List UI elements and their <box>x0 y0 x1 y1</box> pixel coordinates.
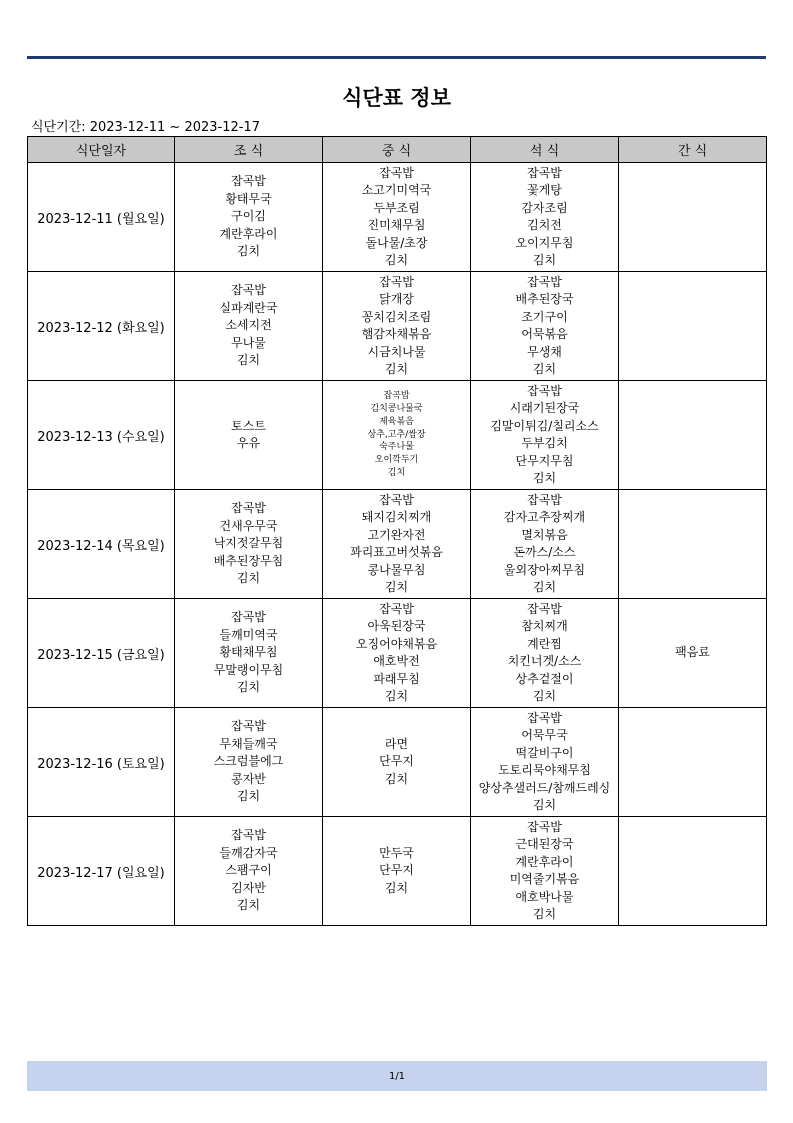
menu-item-list <box>471 601 618 706</box>
menu-item: 돌나물/초장 <box>365 235 428 250</box>
menu-item: 김치 <box>236 571 261 586</box>
menu-item: 파래무침 <box>373 671 420 686</box>
menu-item: 꽁치김치조림 <box>361 309 432 324</box>
menu-item: 무생채 <box>527 344 562 359</box>
menu-item: 우유 <box>236 436 261 450</box>
menu-item-list <box>323 601 470 706</box>
menu-item: 김치 <box>532 362 557 376</box>
menu-item: 애호박나물 <box>515 889 574 904</box>
menu-item-list <box>175 718 322 806</box>
menu-item: 잡곡밥 <box>527 601 562 616</box>
menu-item: 참치찌개 <box>521 619 568 633</box>
menu-item-list <box>323 390 470 480</box>
menu-item: 무나물 <box>231 335 266 350</box>
menu-item: 김치 <box>532 907 557 921</box>
menu-item: 오이깍두기 <box>374 455 419 466</box>
menu-item: 시래기된장국 <box>509 401 580 415</box>
dinner-cell <box>471 272 619 381</box>
menu-item: 숙주나물 <box>379 442 414 453</box>
date-cell: 2023-12-16 (토요일) <box>28 708 175 817</box>
menu-item-list <box>175 282 322 370</box>
menu-item-list <box>175 609 322 697</box>
menu-item: 김치 <box>236 244 261 259</box>
dinner-cell <box>471 599 619 708</box>
menu-item: 소세지전 <box>225 318 272 333</box>
breakfast-cell <box>175 708 323 817</box>
menu-item: 잡곡밥 <box>231 828 266 843</box>
menu-item: 돼지김치찌개 <box>361 510 432 524</box>
menu-item: 김치 <box>384 253 409 267</box>
snack-cell <box>619 599 767 708</box>
menu-item: 계란후라이 <box>219 226 278 241</box>
menu-item: 조기구이 <box>521 309 568 324</box>
date-cell: 2023-12-13 (수요일) <box>28 381 175 490</box>
date-cell: 2023-12-17 (일요일) <box>28 817 175 926</box>
menu-item: 도토리묵야채무침 <box>498 763 591 777</box>
menu-item: 콩자반 <box>231 771 266 786</box>
menu-item: 잡곡밥 <box>379 274 414 289</box>
menu-table <box>27 136 767 926</box>
lunch-cell <box>323 163 471 272</box>
menu-item: 만두국 <box>379 845 414 860</box>
menu-item: 고기완자전 <box>367 527 426 542</box>
menu-item: 콩나물무침 <box>367 562 426 577</box>
breakfast-cell <box>175 490 323 599</box>
table-row <box>28 381 767 490</box>
dinner-cell <box>471 163 619 272</box>
menu-item: 두부조림 <box>373 200 420 215</box>
table-row <box>28 490 767 599</box>
menu-item: 황태채무침 <box>219 645 278 660</box>
menu-item: 김치 <box>384 880 409 895</box>
menu-item: 근대된장국 <box>515 837 574 851</box>
menu-item: 잡곡밥 <box>527 710 562 725</box>
menu-item: 김치 <box>532 471 557 485</box>
menu-item: 잡곡밥 <box>527 819 562 834</box>
menu-item: 잡곡밥 <box>527 274 562 289</box>
menu-item-list <box>323 274 470 379</box>
menu-item: 감자조림 <box>521 200 568 215</box>
menu-item: 건새우무국 <box>219 518 278 533</box>
menu-item: 낙지젓갈무침 <box>213 536 284 551</box>
menu-item: 들깨감자국 <box>219 845 278 860</box>
menu-item-list <box>471 165 618 270</box>
header-breakfast: 조 식 <box>175 137 323 163</box>
menu-item-list <box>471 383 618 488</box>
menu-item: 오이지무침 <box>515 235 574 250</box>
menu-item: 스팸구이 <box>225 863 272 878</box>
menu-item: 멸치볶음 <box>521 527 568 542</box>
header-dinner: 석 식 <box>471 137 619 163</box>
menu-item: 돈까스/소스 <box>513 545 576 559</box>
menu-item-list <box>175 827 322 915</box>
menu-item: 김치 <box>384 771 409 786</box>
menu-item: 잡곡밥 <box>231 610 266 625</box>
menu-item: 미역줄기볶음 <box>509 872 580 886</box>
date-cell: 2023-12-14 (목요일) <box>28 490 175 599</box>
date-cell: 2023-12-11 (월요일) <box>28 163 175 272</box>
menu-item: 감자고추장찌개 <box>503 510 586 524</box>
menu-item: 울외장아찌무침 <box>503 562 586 577</box>
menu-item-list <box>471 492 618 597</box>
menu-item: 잡곡밥 <box>379 492 414 507</box>
menu-item: 두부김치 <box>521 436 568 450</box>
menu-item-list <box>175 418 322 453</box>
menu-item: 실파계란국 <box>219 300 278 315</box>
menu-item: 배추된장무침 <box>213 553 284 568</box>
menu-item: 떡갈비구이 <box>515 745 574 760</box>
snack-cell <box>619 708 767 817</box>
menu-item-list <box>323 845 470 898</box>
menu-item: 김치 <box>532 689 557 703</box>
header-snack: 간 식 <box>619 137 767 163</box>
menu-period: 식단기간: 2023-12-11 ~ 2023-12-17 <box>31 120 261 135</box>
menu-item: 잡곡밥 <box>527 383 562 398</box>
menu-item: 구이김 <box>231 209 266 224</box>
top-rule <box>27 56 766 59</box>
menu-item: 배추된장국 <box>515 292 574 306</box>
date-cell: 2023-12-12 (화요일) <box>28 272 175 381</box>
menu-item: 단무지 <box>379 863 414 878</box>
table-row <box>28 817 767 926</box>
menu-item: 김자반 <box>231 880 266 895</box>
menu-item: 닭개장 <box>379 292 414 306</box>
menu-item: 김치 <box>236 680 261 695</box>
menu-item: 김치전 <box>527 218 562 232</box>
snack-cell <box>619 272 767 381</box>
lunch-cell <box>323 490 471 599</box>
menu-item: 오징어야채볶음 <box>355 636 438 651</box>
menu-item-list <box>323 736 470 789</box>
menu-item-list <box>323 492 470 597</box>
menu-item-list <box>471 819 618 924</box>
menu-item: 꽃게탕 <box>527 183 562 197</box>
menu-item: 잡곡밥 <box>379 601 414 616</box>
menu-item-list <box>323 165 470 270</box>
table-row <box>28 163 767 272</box>
breakfast-cell <box>175 381 323 490</box>
table-row <box>28 599 767 708</box>
page-number: 1/1 <box>388 1070 406 1082</box>
dinner-cell <box>471 381 619 490</box>
menu-item: 무채들깨국 <box>219 736 278 751</box>
breakfast-cell <box>175 163 323 272</box>
menu-item: 꽈리표고버섯볶음 <box>350 545 443 559</box>
menu-item: 잡곡밥 <box>231 174 266 189</box>
menu-item: 김치 <box>236 789 261 804</box>
breakfast-cell <box>175 817 323 926</box>
menu-item-list <box>619 644 766 662</box>
lunch-cell <box>323 381 471 490</box>
breakfast-cell <box>175 272 323 381</box>
lunch-cell <box>323 599 471 708</box>
table-header-row <box>28 137 767 163</box>
date-cell: 2023-12-15 (금요일) <box>28 599 175 708</box>
breakfast-cell <box>175 599 323 708</box>
menu-item: 황태무국 <box>225 191 272 206</box>
menu-item: 김치 <box>384 362 409 376</box>
menu-item: 무말랭이무침 <box>213 662 284 677</box>
menu-item: 제육볶음 <box>379 416 414 427</box>
menu-item: 어묵볶음 <box>521 327 568 341</box>
dinner-cell <box>471 708 619 817</box>
menu-item: 김치 <box>236 353 261 368</box>
menu-item: 애호박전 <box>373 654 420 668</box>
header-date: 식단일자 <box>28 137 175 163</box>
menu-item: 양상추샐러드/참깨드레싱 <box>478 780 611 795</box>
page-title: 식단표 정보 <box>342 86 451 110</box>
lunch-cell <box>323 817 471 926</box>
menu-item: 햄감자채볶음 <box>361 327 432 341</box>
menu-item: 김치 <box>532 798 557 812</box>
lunch-cell <box>323 708 471 817</box>
menu-item: 진미채무침 <box>367 218 426 232</box>
snack-cell <box>619 163 767 272</box>
menu-item-list <box>175 500 322 588</box>
menu-item: 김치 <box>532 253 557 267</box>
header-lunch: 중 식 <box>323 137 471 163</box>
menu-item: 아욱된장국 <box>367 619 426 633</box>
menu-item: 치킨너겟/소스 <box>507 654 582 668</box>
menu-item: 김치 <box>532 580 557 594</box>
menu-table-body <box>28 163 767 926</box>
snack-cell <box>619 381 767 490</box>
menu-item: 어묵무국 <box>521 728 568 742</box>
menu-item: 잡곡밥 <box>231 719 266 734</box>
menu-item: 잡곡밥 <box>383 391 410 402</box>
table-row <box>28 272 767 381</box>
menu-item: 소고기미역국 <box>361 183 432 197</box>
menu-item: 잡곡밥 <box>231 501 266 516</box>
menu-item-list <box>471 710 618 815</box>
menu-item: 김치 <box>236 898 261 913</box>
menu-item: 김치 <box>387 467 406 478</box>
menu-item: 스크럼블에그 <box>213 754 284 769</box>
menu-item-list <box>175 173 322 261</box>
menu-item: 잡곡밥 <box>527 492 562 507</box>
menu-item: 단무지 <box>379 754 414 769</box>
menu-item-list <box>471 274 618 379</box>
menu-item: 단무지무침 <box>515 453 574 468</box>
snack-cell <box>619 817 767 926</box>
lunch-cell <box>323 272 471 381</box>
menu-item: 김치 <box>384 689 409 703</box>
menu-item: 김치 <box>384 580 409 594</box>
menu-item: 잡곡밥 <box>527 165 562 180</box>
dinner-cell <box>471 490 619 599</box>
menu-item: 잡곡밥 <box>231 283 266 298</box>
menu-item: 상추,고추/쌈장 <box>367 429 426 440</box>
snack-cell <box>619 490 767 599</box>
menu-item: 잡곡밥 <box>379 165 414 180</box>
dinner-cell <box>471 817 619 926</box>
menu-item: 팩음료 <box>675 645 710 660</box>
page-footer <box>27 1061 767 1091</box>
menu-item: 김말이튀김/칠리소스 <box>490 418 599 433</box>
menu-item: 들깨미역국 <box>219 627 278 642</box>
menu-item: 계란찜 <box>527 636 562 651</box>
menu-item: 상추겉절이 <box>515 671 574 686</box>
table-row <box>28 708 767 817</box>
menu-item: 시금치나물 <box>367 344 426 359</box>
menu-item: 김치콩나물국 <box>370 404 423 414</box>
menu-item: 계란후라이 <box>515 854 574 869</box>
menu-item: 라면 <box>384 736 409 751</box>
menu-item: 토스트 <box>231 418 266 433</box>
